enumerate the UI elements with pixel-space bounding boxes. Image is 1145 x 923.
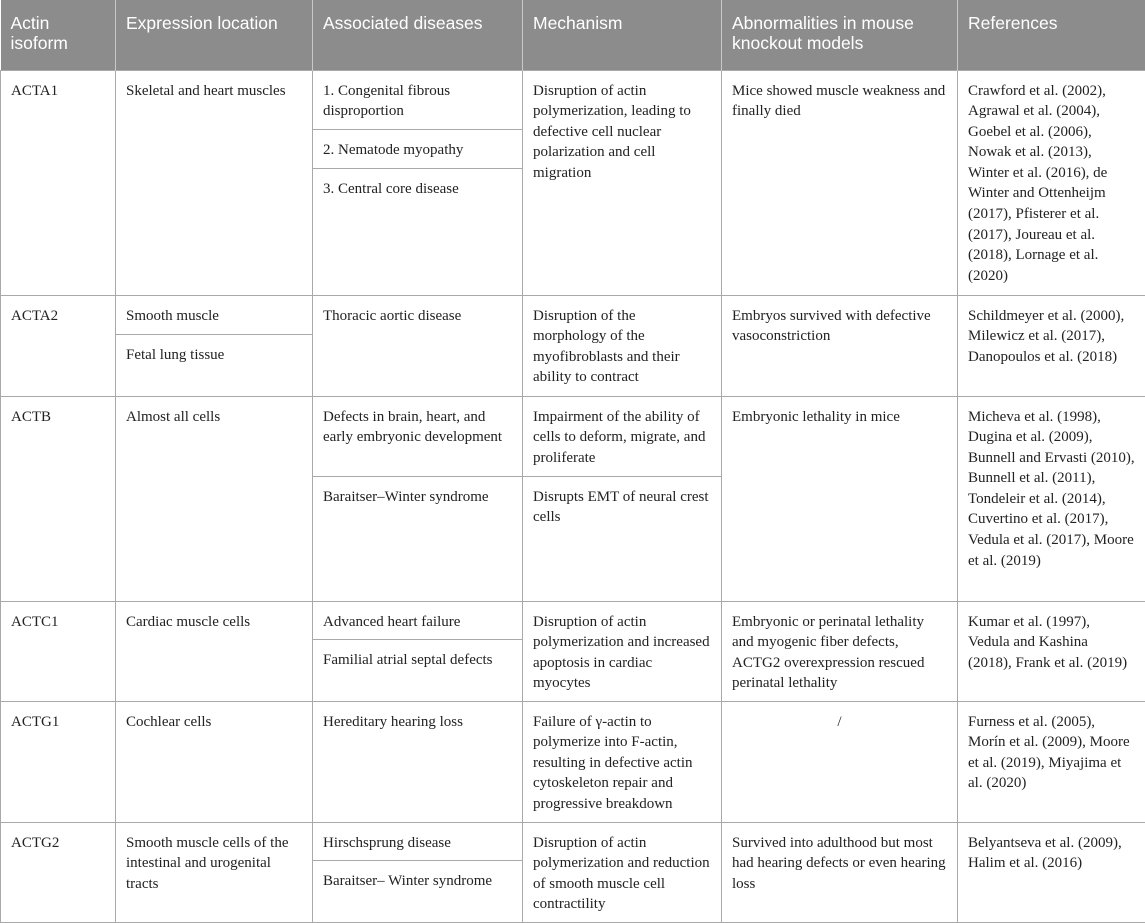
isoform-cell: ACTG2	[1, 822, 116, 922]
header-expression-location: Expression location	[116, 0, 313, 70]
location-cell: Almost all cells	[116, 396, 313, 601]
location-cell: Skeletal and heart muscles	[116, 70, 313, 295]
table-row	[1, 822, 1145, 860]
disease-cell: Baraitser–Winter syndrome	[313, 476, 523, 601]
isoform-cell: ACTA1	[1, 70, 116, 295]
disease-cell: Hirschsprung disease	[313, 822, 523, 860]
disease-cell: Advanced heart failure	[313, 601, 523, 639]
location-cell: Smooth muscle cells of the intestinal and urogenital tracts	[116, 822, 313, 922]
table-row	[1, 601, 1145, 639]
abnormalities-cell: Embryos survived with defective vasoconstriction	[722, 295, 958, 396]
isoform-cell: ACTB	[1, 396, 116, 601]
isoform-cell: ACTA2	[1, 295, 116, 396]
table-row	[1, 396, 1145, 476]
references-cell: Kumar et al. (1997), Vedula and Kashina (2018), Frank et al. (2019)	[958, 601, 1145, 701]
location-cell: Fetal lung tissue	[116, 334, 313, 396]
references-cell: Furness et al. (2005), Morín et al. (2009), Moore et al. (2019), Miyajima et al. (2020)	[958, 701, 1145, 822]
disease-cell: Hereditary hearing loss	[313, 701, 523, 822]
disease-cell: Defects in brain, heart, and early embryonic development	[313, 396, 523, 476]
header-row	[1, 0, 1145, 70]
abnormalities-cell: Survived into adulthood but most had hearing defects or even hearing loss	[722, 822, 958, 922]
mechanism-cell: Disrupts EMT of neural crest cells	[523, 476, 722, 601]
mechanism-cell: Disruption of the morphology of the myofibroblasts and their ability to contract	[523, 295, 722, 396]
header-references: References	[958, 0, 1145, 70]
disease-cell: Baraitser– Winter syndrome	[313, 860, 523, 922]
mechanism-cell: Failure of γ-actin to polymerize into F-actin, resulting in defective actin cytoskeleton repair and progressive breakdown	[523, 701, 722, 822]
abnormalities-cell: /	[722, 701, 958, 822]
disease-cell: 3. Central core disease	[313, 168, 523, 295]
header-mechanism: Mechanism	[523, 0, 722, 70]
table-row	[1, 70, 1145, 129]
references-cell: Schildmeyer et al. (2000), Milewicz et al. (2017), Danopoulos et al. (2018)	[958, 295, 1145, 396]
abnormalities-cell: Embryonic or perinatal lethality and myogenic fiber defects, ACTG2 overexpression rescued perinatal lethality	[722, 601, 958, 701]
location-cell: Cardiac muscle cells	[116, 601, 313, 701]
abnormalities-cell: Mice showed muscle weakness and finally died	[722, 70, 958, 295]
header-actin-isoform: Actin isoform	[1, 0, 116, 70]
disease-cell: Familial atrial septal defects	[313, 639, 523, 701]
mechanism-cell: Impairment of the ability of cells to deform, migrate, and proliferate	[523, 396, 722, 476]
disease-cell: Thoracic aortic disease	[313, 295, 523, 396]
abnormalities-cell: Embryonic lethality in mice	[722, 396, 958, 601]
references-cell: Micheva et al. (1998), Dugina et al. (2009), Bunnell and Ervasti (2010), Bunnell et al. (2011), Tondeleir et al. (2014), Cuvertino et al. (2017), Vedula et al. (2017), Moore et al. (2019)	[958, 396, 1145, 601]
header-abnormalities: Abnormalities in mouse knockout models	[722, 0, 958, 70]
mechanism-cell: Disruption of actin polymerization and reduction of smooth muscle cell contractility	[523, 822, 722, 922]
table-row	[1, 295, 1145, 334]
header-associated-diseases: Associated diseases	[313, 0, 523, 70]
isoform-cell: ACTC1	[1, 601, 116, 701]
location-cell: Smooth muscle	[116, 295, 313, 334]
mechanism-cell: Disruption of actin polymerization, leading to defective cell nuclear polarization and cell migration	[523, 70, 722, 295]
references-cell: Belyantseva et al. (2009), Halim et al. (2016)	[958, 822, 1145, 922]
disease-cell: 1. Congenital fibrous disproportion	[313, 70, 523, 129]
isoform-cell: ACTG1	[1, 701, 116, 822]
references-cell: Crawford et al. (2002), Agrawal et al. (2004), Goebel et al. (2006), Nowak et al. (2013), Winter et al. (2016), de Winter and Ottenheijm (2017), Pfisterer et al. (2017), Joureau et al. (2018), Lornage et al. (2020)	[958, 70, 1145, 295]
mechanism-cell: Disruption of actin polymerization and increased apoptosis in cardiac myocytes	[523, 601, 722, 701]
disease-cell: 2. Nematode myopathy	[313, 129, 523, 168]
table-row	[1, 701, 1145, 822]
location-cell: Cochlear cells	[116, 701, 313, 822]
